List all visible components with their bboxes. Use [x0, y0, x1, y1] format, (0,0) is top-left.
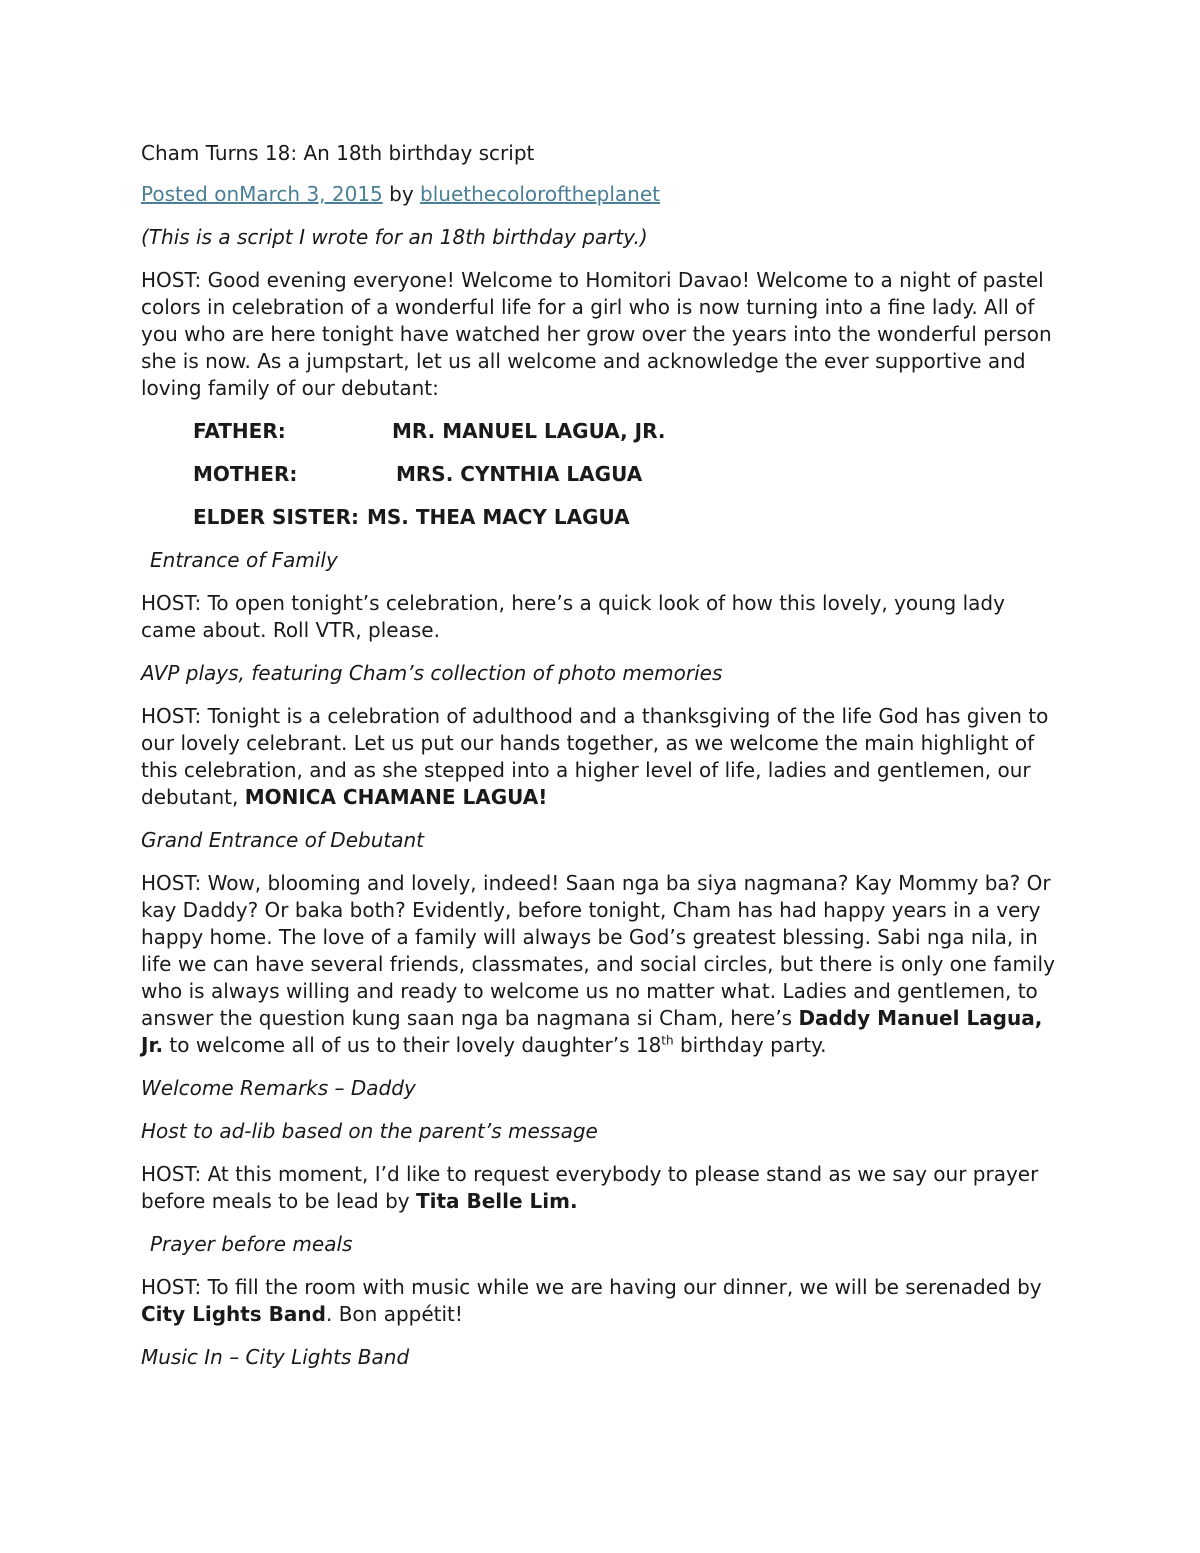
cue-music-in: Music In – City Lights Band — [141, 1345, 410, 1369]
band-name: City Lights Band — [141, 1302, 326, 1326]
host4-text: HOST: Wow, blooming and lovely, indeed! Saan nga ba siya nagmana? Kay Mommy ba? Or kay Daddy? Or baka both? Evidently, before tonight, Cham has had happy years in a very happy home. The love of a family will always be God’s greatest blessing. Sabi nga nila, in life we can have several friends, classmates, and social circles, but there is only one family who is always willing and ready to welcome us no matter what. Ladies and gentlemen, to answer the question kung saan nga ba nagmana si Cham, here’s — [141, 871, 1055, 1030]
post-meta — [141, 181, 1061, 208]
cue-adlib: Host to ad-lib based on the parent’s message — [141, 1119, 598, 1143]
posted-date-link[interactable]: Posted onMarch 3, 2015 — [141, 182, 383, 206]
family-row-sister — [141, 504, 1061, 531]
host-paragraph-1: HOST: Good evening everyone! Welcome to Homitori Davao! Welcome to a night of pastel colors in celebration of a wonderful life for a girl who is now turning into a fine lady. All of you who are here tonight have watched her grow over the years into the wonderful person she is now. As a jumpstart, let us all welcome and acknowledge the ever supportive and loving family of our debutant: — [141, 268, 1052, 400]
host-paragraph-2: HOST: To open tonight’s celebration, here’s a quick look of how this lovely, young lady came about. Roll VTR, please. — [141, 591, 1005, 642]
host-paragraph-3 — [141, 703, 1061, 811]
ordinal-suffix: th — [661, 1033, 674, 1048]
family-name: MR. MANUEL LAGUA, JR. — [392, 419, 666, 443]
cue-avp: AVP plays, featuring Cham’s collection of photo memories — [141, 661, 723, 685]
host-paragraph-5 — [141, 1161, 1061, 1215]
document-page — [141, 140, 1061, 1387]
host4-end: birthday party. — [679, 1033, 827, 1057]
host5-text: HOST: At this moment, I’d like to request everybody to please stand as we say our prayer before meals to be lead by — [141, 1162, 1039, 1213]
family-role: FATHER: — [193, 419, 286, 443]
page-title: Cham Turns 18: An 18th birthday script — [141, 141, 535, 165]
family-row-mother — [141, 461, 1061, 488]
family-role: ELDER SISTER: — [193, 505, 359, 529]
cue-welcome-remarks: Welcome Remarks – Daddy — [141, 1076, 416, 1100]
intro-note: (This is a script I wrote for an 18th birthday party.) — [141, 225, 648, 249]
by-text: by — [389, 182, 414, 206]
daddy-name: Daddy Manuel Lagua, Jr. — [141, 1006, 1043, 1057]
host-paragraph-6 — [141, 1274, 1061, 1328]
family-role: MOTHER: — [193, 462, 298, 486]
cue-entrance-family: Entrance of Family — [150, 548, 338, 572]
cue-prayer: Prayer before meals — [150, 1232, 353, 1256]
host6-end: . Bon appétit! — [325, 1302, 463, 1326]
host6-text: HOST: To fill the room with music while we are having our dinner, we will be serenaded by — [141, 1275, 1042, 1299]
host-paragraph-4 — [141, 870, 1061, 1059]
cue-grand-entrance: Grand Entrance of Debutant — [141, 828, 424, 852]
host4-after: to welcome all of us to their lovely daughter’s 18 — [169, 1033, 662, 1057]
author-link[interactable]: bluethecoloroftheplanet — [420, 182, 660, 206]
family-name: MS. THEA MACY LAGUA — [367, 505, 630, 529]
family-name: MRS. CYNTHIA LAGUA — [396, 462, 643, 486]
debutant-name: MONICA CHAMANE LAGUA! — [244, 785, 548, 809]
prayer-leader: Tita Belle Lim. — [415, 1189, 578, 1213]
family-row-father — [141, 418, 1061, 445]
host3-text: HOST: Tonight is a celebration of adulthood and a thanksgiving of the life God has given to our lovely celebrant. Let us put our hands together, as we welcome the main highlight of this celebration, and as she stepped into a higher level of life, ladies and gentlemen, our debutant, — [141, 704, 1049, 809]
